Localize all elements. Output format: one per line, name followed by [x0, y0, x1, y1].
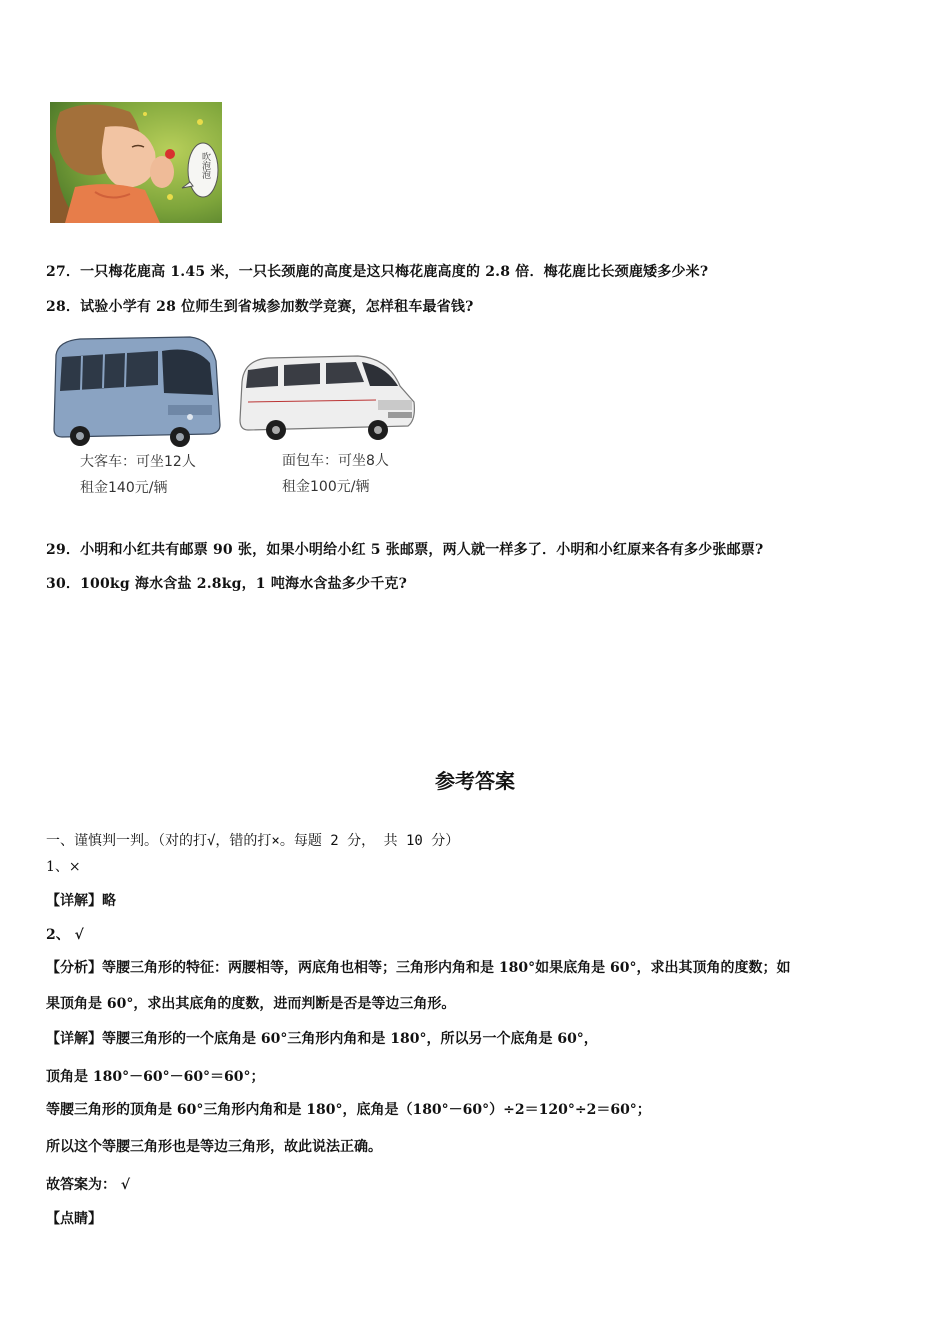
answer-2-detail-line-2: 顶角是 180°－60°－60°＝60°；: [46, 1069, 265, 1085]
question-number: 28．: [46, 299, 81, 315]
analysis-text: 等腰三角形的特征：两腰相等，两底角也相等；三角形内角和是 180°如果底角是 60°，求出其顶角的度数；如: [102, 960, 791, 976]
detail-text: 略: [102, 893, 116, 909]
answer-2-analysis-line-2: 果顶角是 60°，求出其底角的度数，进而判断是否是等边三角形。: [46, 996, 456, 1012]
answer-2: 2、 √: [46, 927, 84, 943]
answer-1-detail: [46, 890, 116, 910]
question-29: [46, 539, 763, 559]
question-number: 27．: [46, 264, 81, 280]
detail-tag: 【详解】: [46, 1031, 102, 1047]
van-image: [238, 352, 418, 444]
bus-image: [50, 333, 222, 448]
analysis-tag: 【分析】: [46, 960, 102, 976]
bus-capacity-label: 大客车：可坐12人: [80, 454, 196, 470]
van-rent-label: 租金100元/辆: [282, 479, 370, 495]
van-capacity-label: 面包车：可坐8人: [282, 453, 389, 469]
answer-2-analysis-line-1: [46, 957, 790, 977]
question-27: [46, 261, 708, 281]
answer-2-detail-line-4: 所以这个等腰三角形也是等边三角形，故此说法正确。: [46, 1139, 382, 1155]
detail-tag: 【详解】: [46, 893, 102, 909]
bus-rent-label: 租金140元/辆: [80, 480, 168, 496]
bubble-text: 吹泡泡: [200, 152, 210, 179]
question-text: 小明和小红共有邮票 90 张，如果小明给小红 5 张邮票，两人就一样多了．小明和小红原来各有多少张邮票?: [80, 542, 764, 558]
answer-2-detail-line-1: [46, 1028, 598, 1048]
question-number: 29．: [46, 542, 81, 558]
answer-2-detail-line-3: 等腰三角形的顶角是 60°三角形内角和是 180°，底角是（180°－60°）÷2＝120°÷2＝60°；: [46, 1102, 651, 1118]
girl-bubble-photo: [50, 102, 222, 223]
question-text: 100kg 海水含盐 2.8kg，1 吨海水含盐多少千克?: [80, 576, 408, 592]
detail-text: 等腰三角形的一个底角是 60°三角形内角和是 180°，所以另一个底角是 60°，: [102, 1031, 598, 1047]
answer-2-comment: 【点睛】: [46, 1211, 102, 1227]
question-number: 30．: [46, 576, 81, 592]
answer-key-title: 参考答案: [435, 769, 515, 793]
question-text: 一只梅花鹿高 1.45 米，一只长颈鹿的高度是这只梅花鹿高度的 2.8 倍．梅花鹿比长颈鹿矮多少米?: [80, 264, 709, 280]
answer-1: 1、×: [46, 859, 81, 875]
question-28: [46, 296, 474, 316]
section-1-heading: 一、谨慎判一判。（对的打√，错的打×。每题 2 分， 共 10 分）: [46, 833, 460, 849]
question-30: [46, 573, 407, 593]
answer-2-final: 故答案为： √: [46, 1177, 131, 1193]
question-text: 试验小学有 28 位师生到省城参加数学竞赛，怎样租车最省钱?: [80, 299, 474, 315]
